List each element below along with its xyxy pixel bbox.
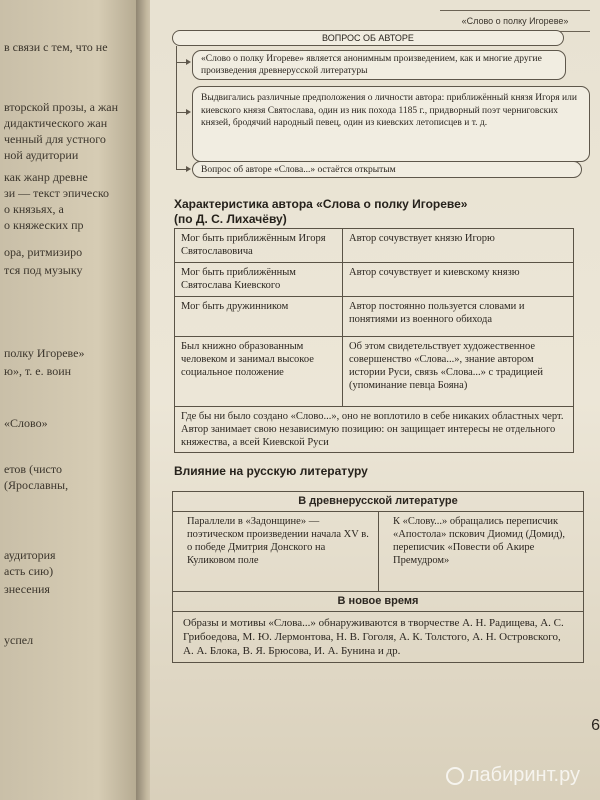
characteristics-title-line1: Характеристика автора «Слова о полку Игореве» <box>174 197 468 211</box>
left-page-text-line: ю», т. е. воин <box>4 364 72 378</box>
left-page-text-line: о княжеских пр <box>4 218 84 232</box>
table-header-new: В новое время <box>173 592 584 612</box>
arrow-icon <box>177 62 187 63</box>
arrow-icon <box>177 169 187 170</box>
left-page-text-line: «Слово» <box>4 416 48 430</box>
diagram-box-anonymous: «Слово о полку Игореве» является анонимным произведением, как и многие другие произведения древнерусской литературы <box>192 50 566 80</box>
left-page-fragment <box>0 0 140 800</box>
left-page-text-line: вторской прозы, а жан <box>4 100 119 114</box>
table-cell: К «Слову...» обращались переписчик «Апостола» пскович Диомид (Домид), переписчик «Повести об Акире Премудром» <box>379 512 584 592</box>
table-row <box>175 337 574 407</box>
author-question-diagram <box>172 30 592 190</box>
left-page-text-line: знесения <box>4 582 50 596</box>
table-cell: Автор постоянно пользуется словами и понятиями из военного обихода <box>343 297 574 337</box>
left-page-text-line: полку Игореве» <box>4 346 85 360</box>
page-number: 6 <box>591 717 600 734</box>
left-page-text-line: успел <box>4 633 34 647</box>
table-cell: Образы и мотивы «Слова...» обнаруживаются в творчестве А. Н. Радищева, А. С. Грибоедова, М. Ю. Лермонтова, Н. В. Гоголя, А. К. Толстого, А. Н. Островского, А. А. Блока, В. Я. Брюсова, И. А. Бунина и др. <box>173 612 584 663</box>
table-cell: Мог быть приближённым Святослава Киевского <box>175 263 343 297</box>
left-page-text-line: дидактического жан <box>4 116 108 130</box>
left-page-text-line: тся под музыку <box>4 263 83 277</box>
left-page-text-line: (Ярославны, <box>4 478 69 492</box>
table-row <box>175 297 574 337</box>
influence-title: Влияние на русскую литературу <box>174 464 368 478</box>
left-page-text-line: ной аудитории <box>4 148 79 162</box>
right-page <box>150 0 600 800</box>
table-cell: Параллели в «Задонщине» — поэтическом произведении начала XV в. о победе Дмитрия Донского на Куликовом поле <box>173 512 379 592</box>
diagram-box-hypotheses: Выдвигались различные предположения о личности автора: приближённый князя Игоря или киевского князя Святослава, один из ник похода 1185 г., придворный поэт черниговских князей, бродячий народный певец, один из киевских летописцев и т. д. <box>192 86 590 162</box>
left-page-text-line: етов (чисто <box>4 462 62 476</box>
left-page-text-line: о князьях, а <box>4 202 64 216</box>
table-row <box>173 592 584 612</box>
diagram-title: ВОПРОС ОБ АВТОРЕ <box>172 30 564 46</box>
table-cell: Об этом свидетельствует художественное совершенство «Слова...», знание автором истории Руси, связь «Слова...» с традицией (упоминание певца Бояна) <box>343 337 574 407</box>
watermark <box>446 764 580 787</box>
left-page-text-line: аудитория <box>4 548 56 562</box>
table-row <box>173 612 584 663</box>
table-cell: Автор сочувствует и киевскому князю <box>343 263 574 297</box>
table-row <box>173 512 584 592</box>
table-cell: Мог быть приближённым Игоря Святославовича <box>175 229 343 263</box>
running-head: «Слово о полку Игореве» <box>440 10 590 32</box>
diagram-box-open-question: Вопрос об авторе «Слова...» остаётся открытым <box>192 161 582 178</box>
left-page-text-line: как жанр древне <box>4 170 88 184</box>
table-header-old: В древнерусской литературе <box>173 492 584 512</box>
watermark-text: лабиринт.ру <box>467 764 580 786</box>
table-summary-cell: Где бы ни было создано «Слово...», оно не воплотило в себе никаких областных черт. Автор занимает свою независимую позицию: он защищает интересы не отдельного княжества, а всей Киевской Руси <box>175 407 574 453</box>
left-page-text-line: в связи с тем, что не <box>4 40 108 54</box>
labirint-logo-icon <box>446 767 464 785</box>
left-page-text-line: ченный для устного <box>4 132 106 146</box>
table-row <box>175 263 574 297</box>
left-page-text-line: асть сию) <box>4 564 54 578</box>
table-row <box>173 492 584 512</box>
characteristics-title-line2: (по Д. С. Лихачёву) <box>174 212 287 226</box>
table-cell: Автор сочувствует князю Игорю <box>343 229 574 263</box>
diagram-connector-line <box>176 46 177 170</box>
influence-table <box>172 491 584 663</box>
left-page-text-line: зи — текст эпическо <box>4 186 110 200</box>
table-row <box>175 229 574 263</box>
characteristics-title <box>174 197 467 227</box>
table-cell: Мог быть дружинником <box>175 297 343 337</box>
table-row <box>175 407 574 453</box>
table-cell: Был книжно образованным человеком и занимал высокое социальное положение <box>175 337 343 407</box>
arrow-icon <box>177 112 187 113</box>
characteristics-table <box>174 228 574 453</box>
left-page-text-line: ора, ритмизиро <box>4 245 83 259</box>
